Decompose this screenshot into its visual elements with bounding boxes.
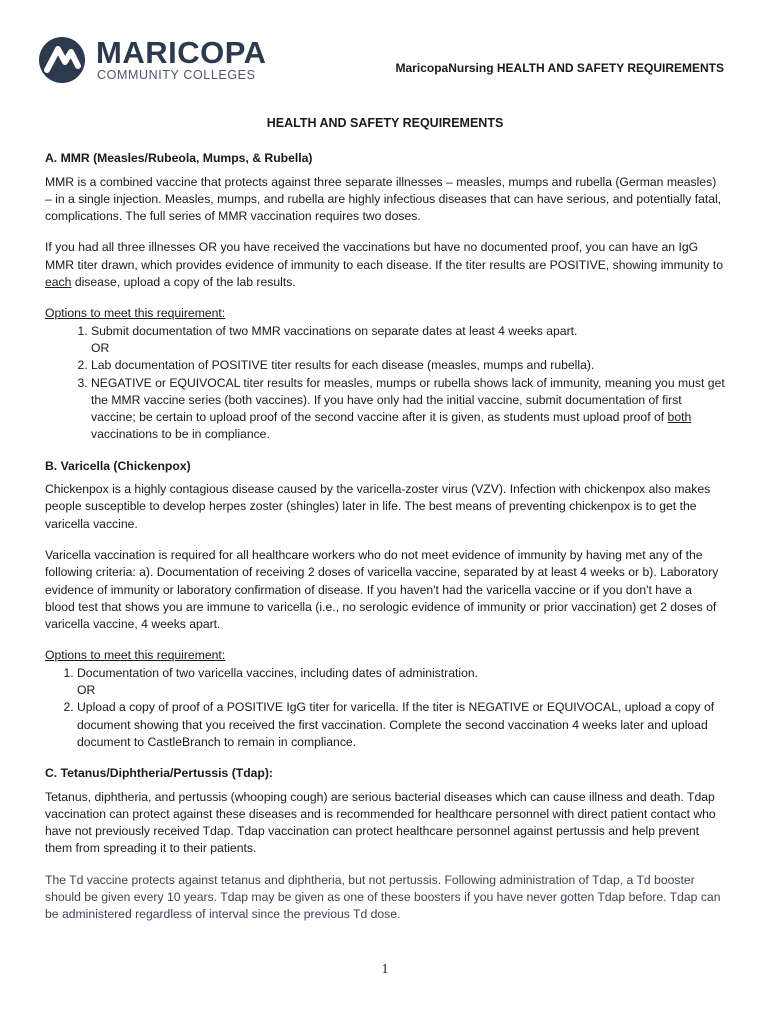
paragraph: If you had all three illnesses OR you have received the vaccinations but have no documented proof, you can have an IgG MMR titer drawn, which provides evidence of immunity to each disease. If the titer results are POSITIVE, showing immunity to each disease, upload a copy of the lab results.: [45, 240, 724, 290]
paragraph: MMR is a combined vaccine that protects against three separate illnesses – measles, mumps and rubella (German measles) – in a single injection. Measles, mumps, and rubella are highly infectious diseases that can have serious, and potentially fatal, complications. The full series of MMR vaccination requires two doses.: [45, 174, 722, 224]
list-item: 2. Upload a copy of proof of a POSITIVE IgG titer for varicella. If the titer is NEGATIVE or EQUIVOCAL, upload a copy of document showing that you received the first vaccination. Complete the second vaccination 4 weeks later and upload document to CastleBranch to remain in compliance.: [77, 699, 725, 751]
paragraph: The Td vaccine protects against tetanus and diphtheria, but not pertussis. Following administration of Tdap, a Td booster should be given every 10 years. Tdap may be given as one of these boosters if you have never gotten Tdap before. Tdap can be administered regardless of interval since the previous Td dose.: [45, 872, 721, 922]
document-body: [45, 115, 725, 938]
section-heading: A. MMR (Measles/Rubeola, Mumps, & Rubella): [45, 151, 313, 166]
section-varicella: [45, 458, 725, 751]
maricopa-logo-icon: [38, 36, 86, 84]
maricopa-logo: [38, 35, 267, 88]
list-item: 1. Documentation of two varicella vaccines, including dates of administration. OR: [77, 665, 725, 700]
document-title: HEALTH AND SAFETY REQUIREMENTS: [266, 116, 504, 130]
paragraph: Chickenpox is a highly contagious disease caused by the varicella-zoster virus (VZV). Infection with chickenpox also makes people susceptible to develop herpes zoster (shingles) later in life. The best means of preventing chickenpox is to get the varicella vaccine.: [45, 482, 711, 531]
options-list: [45, 665, 725, 751]
list-item: 3. NEGATIVE or EQUIVOCAL titer results for measles, mumps or rubella shows lack of immunity, meaning you must get the MMR vaccine series (both vaccines). If you have only had the initial vaccine, submit documentation of first vaccine; be certain to upload proof of the second vaccine after it is given, as students must upload proof of both vaccinations to be in compliance.: [91, 375, 725, 444]
section-tdap: [45, 765, 725, 923]
logo-name: MARICOPA: [96, 35, 267, 70]
or-label: OR: [77, 683, 96, 698]
running-header: MaricopaNursing HEALTH AND SAFETY REQUIREMENTS: [395, 61, 724, 75]
paragraph: Varicella vaccination is required for all healthcare workers who do not meet evidence of immunity by having met any of the following criteria: a). Documentation of receiving 2 doses of varicella vaccine, separated by at least 4 weeks or b). Laboratory evidence of immunity or laboratory confirmation of disease. If you haven't had the varicella vaccine or if you don't have a blood test that shows you are immune to varicella (i.e., no serologic evidence of immunity or prior vaccination) get 2 doses of varicella vaccine, 4 weeks apart.: [45, 547, 719, 632]
section-mmr: [45, 150, 725, 443]
section-heading: B. Varicella (Chickenpox): [45, 458, 191, 473]
list-item: 1. Submit documentation of two MMR vaccinations on separate dates at least 4 weeks apart. OR: [91, 323, 725, 358]
list-item: 2. Lab documentation of POSITIVE titer results for each disease (measles, mumps and rubella).: [91, 357, 725, 374]
section-heading: C. Tetanus/Diphtheria/Pertussis (Tdap):: [45, 766, 273, 781]
page-number: 1: [381, 962, 389, 977]
paragraph: Tetanus, diphtheria, and pertussis (whooping cough) are serious bacterial diseases which can cause illness and death. Tdap vaccination can protect against these diseases and is recommended for healthcare personnel with direct patient contact who have not previously received Tdap. Tdap vaccination can protect healthcare personnel against pertussis and help prevent them from spreading it to their patients.: [45, 789, 716, 856]
options-list: [45, 323, 725, 444]
or-label: OR: [91, 340, 110, 355]
options-label: Options to meet this requirement:: [45, 306, 226, 321]
options-label: Options to meet this requirement:: [45, 648, 226, 663]
logo-subtitle: COMMUNITY COLLEGES: [97, 68, 256, 82]
